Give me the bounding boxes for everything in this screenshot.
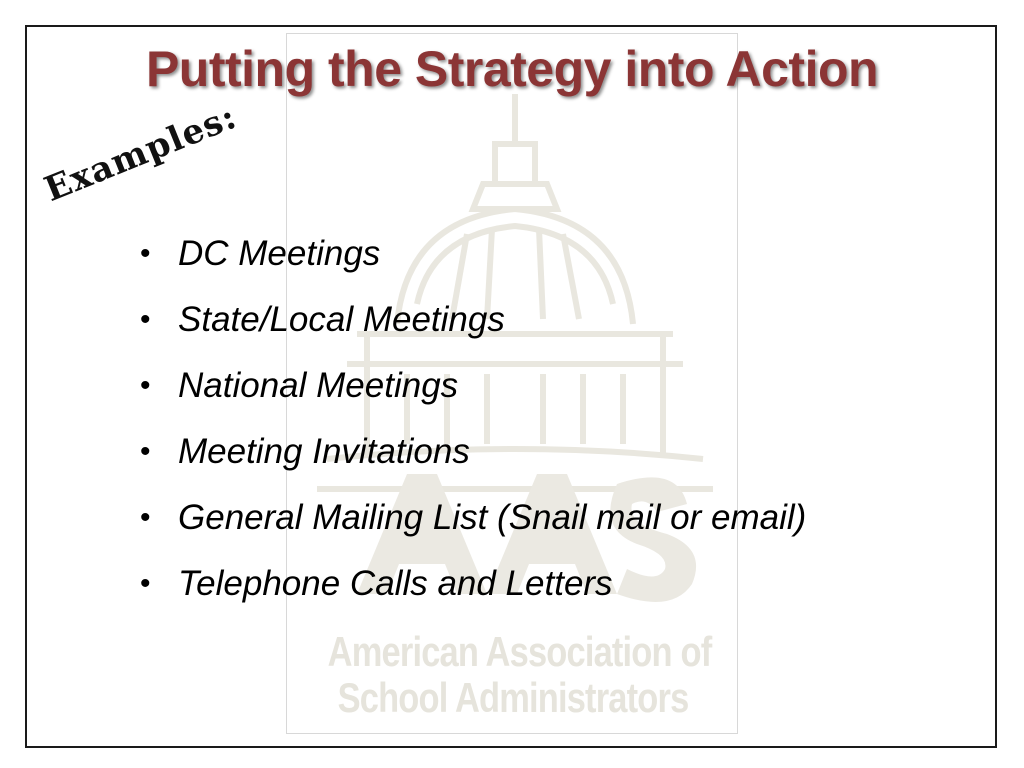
bullet-text: Meeting Invitations: [178, 432, 470, 471]
watermark-line-1: American Association of: [327, 628, 712, 675]
examples-label: Examples:: [39, 96, 243, 210]
watermark-line-2: School Administrators: [337, 674, 689, 721]
bullet-icon: •: [140, 237, 151, 270]
bullet-text: State/Local Meetings: [178, 300, 505, 339]
bullet-icon: •: [140, 501, 151, 534]
bullet-text: Telephone Calls and Letters: [178, 564, 613, 603]
bullet-text: National Meetings: [178, 366, 459, 405]
slide-title: Putting the Strategy into Action: [145, 41, 879, 97]
bullet-icon: •: [140, 303, 151, 336]
bullet-text: DC Meetings: [178, 234, 381, 273]
bullet-icon: •: [140, 567, 151, 600]
bullet-text: General Mailing List (Snail mail or email): [178, 498, 807, 537]
bullet-icon: •: [140, 435, 151, 468]
bullet-icon: •: [140, 369, 151, 402]
